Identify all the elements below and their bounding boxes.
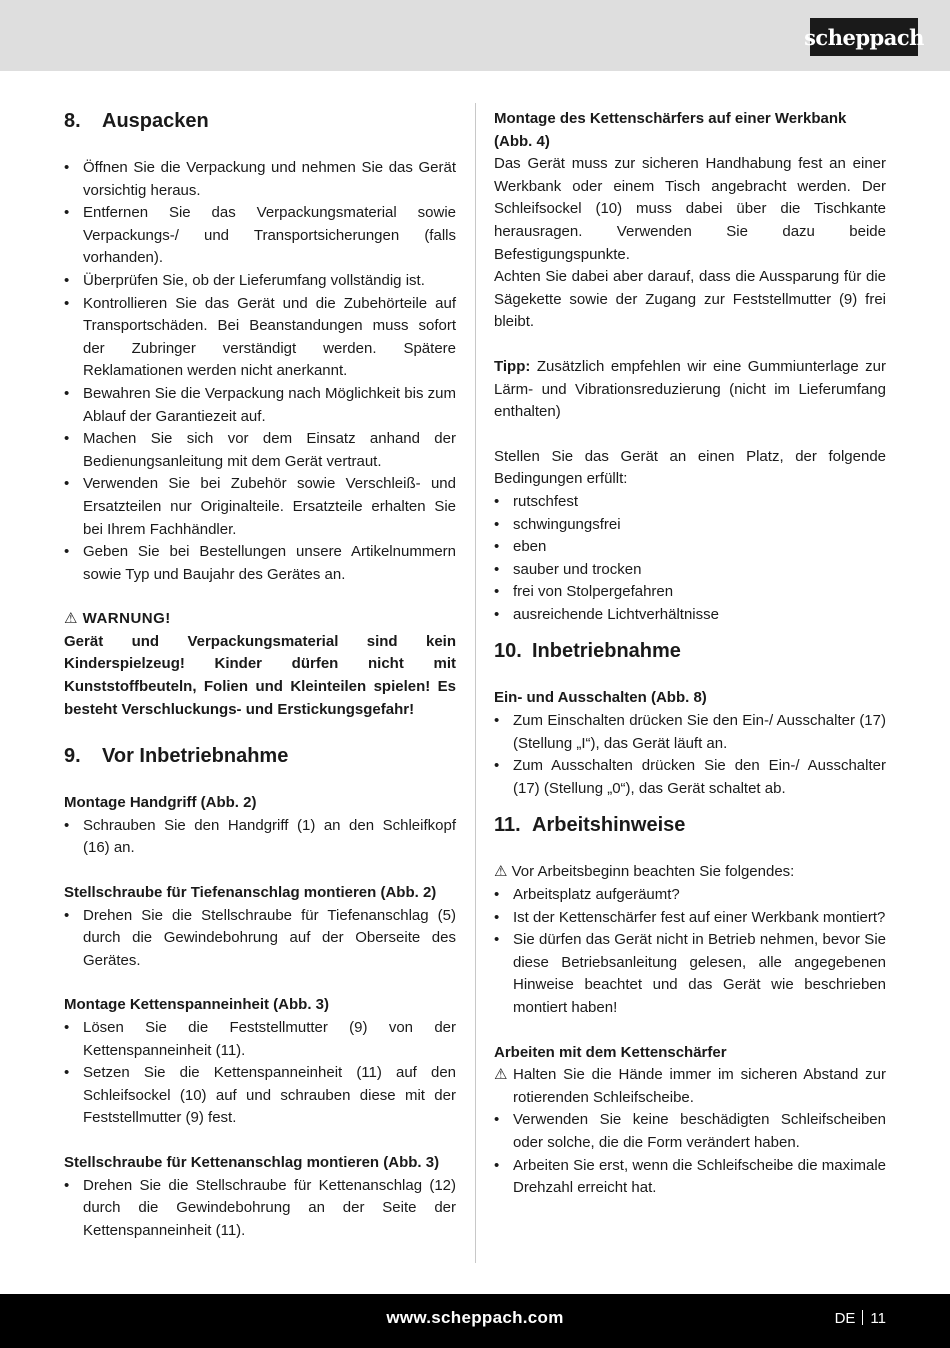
list-item: • Drehen Sie die Stellschraube für Tiefenanschlag (5) durch die Gewindebohrung auf der Oberseite des Gerätes. <box>64 905 456 973</box>
work-start-note: ⚠ Vor Arbeitsbeginn beachten Sie folgendes: <box>494 863 795 881</box>
language-code: DE <box>834 1310 856 1327</box>
list-item: • Schrauben Sie den Handgriff (1) an den Schleifkopf (16) an. <box>64 815 456 860</box>
website-link[interactable]: www.scheppach.com <box>386 1308 564 1327</box>
subheading-tiefenanschlag: Stellschraube für Tiefenanschlag montieren (Abb. 2) <box>64 884 437 902</box>
subheading-handgriff: Montage Handgriff (Abb. 2) <box>64 794 257 812</box>
list-item: • ausreichende Lichtverhältnisse <box>494 604 886 627</box>
section-9-heading: 9. Vor Inbetriebnahme <box>64 745 289 768</box>
warning-text: Gerät und Verpackungsmaterial sind kein Kinderspielzeug! Kinder dürfen nicht mit Kunststoffbeuteln, Folien und Kleinteilen spielen! Es besteht Verschluckungs- und Erstickungsgefahr! <box>64 632 456 718</box>
kettenspanneinheit-list <box>64 1017 456 1130</box>
list-item: ⚠ Halten Sie die Hände immer im sicheren Abstand zur rotierenden Schleifscheibe. <box>494 1066 886 1106</box>
ein-aus-list <box>494 710 886 800</box>
subheading-kettenspanneinheit: Montage Kettenspanneinheit (Abb. 3) <box>64 996 330 1014</box>
left-column <box>64 108 456 1242</box>
list-item: • Verwenden Sie keine beschädigten Schleifscheiben oder solche, die die Form verändert haben. <box>494 1109 886 1154</box>
kettenanschlag-list <box>64 1175 456 1243</box>
list-item: • schwingungsfrei <box>494 514 886 537</box>
right-column <box>494 108 886 1200</box>
separator <box>862 1310 863 1325</box>
warning-heading: ⚠ WARNUNG! <box>64 610 171 628</box>
tip-paragraph: Tipp: Zusätzlich empfehlen wir eine Gummiunterlage zur Lärm- und Vibrationsreduzierung (nicht im Lieferumfang enthalten) <box>494 357 886 421</box>
list-item: • Kontrollieren Sie das Gerät und die Zubehörteile auf Transportschäden. Bei Beanstandungen muss sofort der Zubringer verständigt werden. Spätere Reklamationen werden nicht anerkannt. <box>64 293 456 383</box>
conditions-list <box>494 491 886 627</box>
list-item: • Bewahren Sie die Verpackung nach Möglichkeit bis zum Ablauf der Garantiezeit auf. <box>64 383 456 428</box>
list-item: • Arbeiten Sie erst, wenn die Schleifscheibe die maximale Drehzahl erreicht hat. <box>494 1155 886 1200</box>
list-item: • Entfernen Sie das Verpackungsmaterial sowie Verpackungs-/ und Transportsicherungen (falls vorhanden). <box>64 202 456 270</box>
unpacking-list <box>64 157 456 586</box>
section-10-heading: 10. Inbetriebnahme <box>494 640 681 663</box>
brand-logo <box>804 18 924 56</box>
footer-bar <box>0 1294 950 1348</box>
paragraph: Stellen Sie das Gerät an einen Platz, der folgende Bedingungen erfüllt: <box>494 447 886 488</box>
list-item: • Zum Einschalten drücken Sie den Ein-/ Ausschalter (17) (Stellung „I“), das Gerät läuft an. <box>494 710 886 755</box>
list-item: • frei von Stolpergefahren <box>494 581 886 604</box>
column-divider <box>475 103 476 1263</box>
subheading-arbeiten: Arbeiten mit dem Kettenschärfer <box>494 1043 727 1061</box>
paragraph: Achten Sie dabei aber darauf, dass die Aussparung für die Sägekette sowie der Zugang zur Feststellmutter (9) frei bleibt. <box>494 268 886 331</box>
list-item: • Verwenden Sie bei Zubehör sowie Verschleiß- und Ersatzteilen nur Originalteile. Ersatzteile erhalten Sie bei Ihrem Fachhändler. <box>64 473 456 541</box>
handgriff-list <box>64 815 456 860</box>
list-item: • Öffnen Sie die Verpackung und nehmen Sie das Gerät vorsichtig heraus. <box>64 157 456 202</box>
paragraph: Das Gerät muss zur sicheren Handhabung fest an einer Werkbank oder einem Tisch angebracht werden. Der Schleifsockel (10) muss dabei über die Tischkante herausragen. Verwenden Sie dazu beide Befestigungspunkte. <box>494 155 886 263</box>
list-item: • Machen Sie sich vor dem Einsatz anhand der Bedienungsanleitung mit dem Gerät vertraut. <box>64 428 456 473</box>
warning-triangle-icon: ⚠ <box>494 1066 508 1084</box>
subheading-werkbank: Montage des Kettenschärfers auf einer Werkbank (Abb. 4) <box>494 110 847 150</box>
section-11-heading: 11. Arbeitshinweise <box>494 814 686 837</box>
list-item: • rutschfest <box>494 491 886 514</box>
list-item: • Zum Ausschalten drücken Sie den Ein-/ Ausschalter (17) (Stellung „0“), das Gerät schaltet ab. <box>494 755 886 800</box>
page-indicator <box>835 1310 886 1327</box>
list-item: • Lösen Sie die Feststellmutter (9) von der Kettenspanneinheit (11). <box>64 1017 456 1062</box>
list-item: • Geben Sie bei Bestellungen unsere Artikelnummern sowie Typ und Baujahr des Gerätes an. <box>64 541 456 586</box>
list-item: • Ist der Kettenschärfer fest auf einer Werkbank montiert? <box>494 907 886 930</box>
brand-logo-text: scheppach <box>804 24 924 50</box>
section-8-heading: 8. Auspacken <box>64 110 209 132</box>
tip-label: Tipp: <box>494 357 531 375</box>
list-item: • eben <box>494 536 886 559</box>
subheading-kettenanschlag: Stellschraube für Kettenanschlag montieren (Abb. 3) <box>64 1153 440 1171</box>
list-item: • Sie dürfen das Gerät nicht in Betrieb nehmen, bevor Sie diese Betriebsanleitung gelesen, alle angegebenen Hinweise beachtet und das Gerät wie beschrieben montiert haben! <box>494 929 886 1019</box>
subheading-ein-aus: Ein- und Ausschalten (Abb. 8) <box>494 689 707 707</box>
list-item: • Setzen Sie die Kettenspanneinheit (11) auf den Schleifsockel (10) auf und schrauben diese mit der Feststellmutter (9) fest. <box>64 1062 456 1130</box>
page-number: 11 <box>870 1310 886 1327</box>
tiefenanschlag-list <box>64 905 456 973</box>
list-item: • Drehen Sie die Stellschraube für Kettenanschlag (12) durch die Gewindebohrung an der Seite der Kettenspanneinheit (11). <box>64 1175 456 1243</box>
warning-triangle-icon: ⚠ <box>64 610 78 628</box>
arbeiten-list <box>494 1064 886 1200</box>
work-start-list <box>494 884 886 1020</box>
list-item: • sauber und trocken <box>494 559 886 582</box>
warning-triangle-icon: ⚠ <box>494 863 508 881</box>
list-item: • Arbeitsplatz aufgeräumt? <box>494 884 886 907</box>
list-item: • Überprüfen Sie, ob der Lieferumfang vollständig ist. <box>64 270 456 293</box>
